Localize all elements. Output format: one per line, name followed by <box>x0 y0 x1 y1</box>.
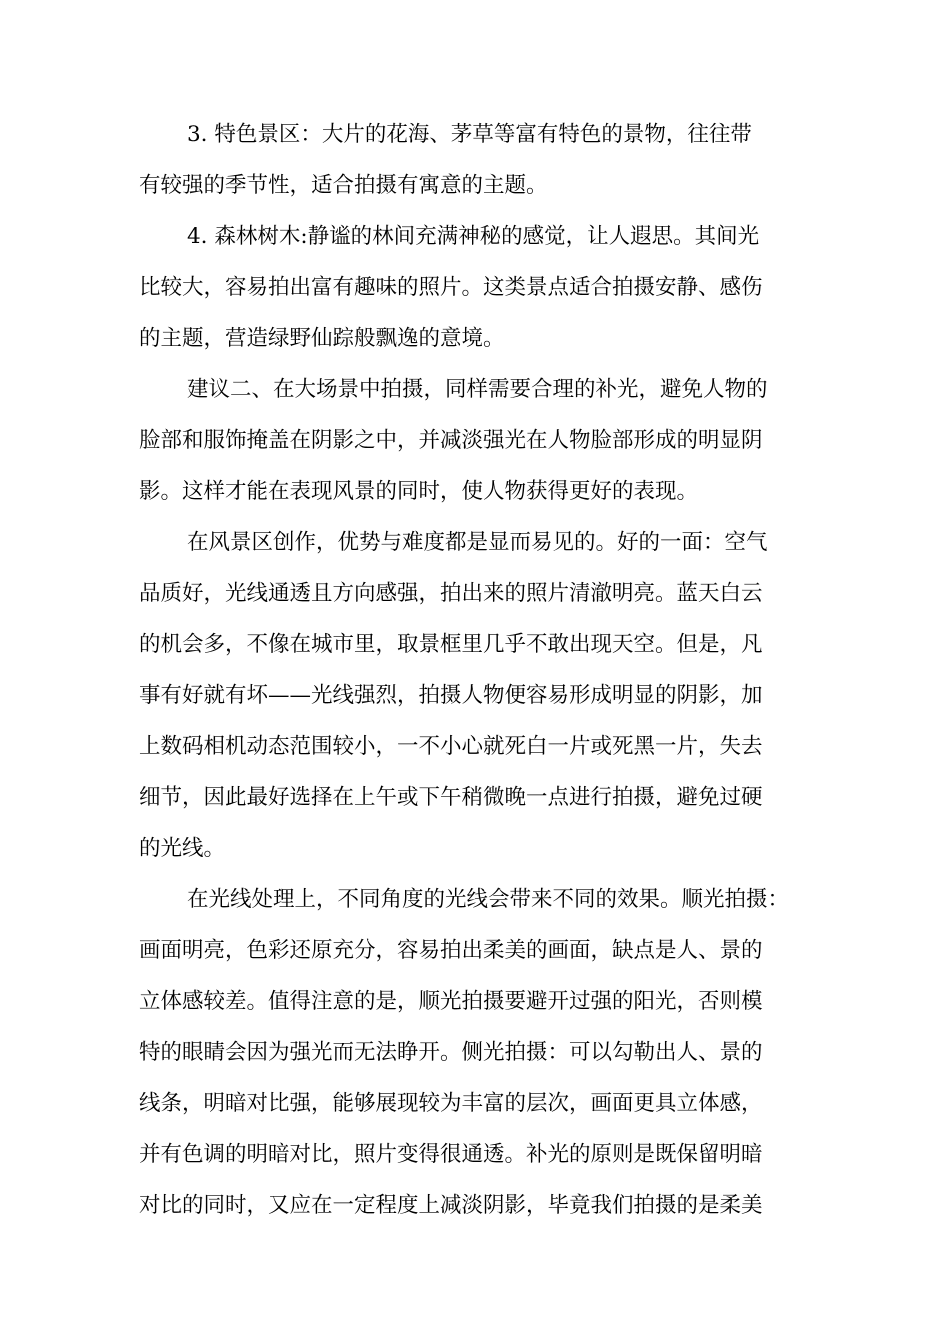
text-line: 有较强的季节性，适合拍摄有寓意的主题。 <box>139 173 548 198</box>
paragraph-forest-trees <box>139 211 821 364</box>
text-line: 细节，因此最好选择在上午或下午稍微晚一点进行拍摄，避免过硬 <box>139 785 763 810</box>
text-line: 的机会多，不像在城市里，取景框里几乎不敢出现天空。但是，凡 <box>139 632 763 657</box>
text-line: 对比的同时，又应在一定程度上减淡阴影，毕竟我们拍摄的是柔美 <box>139 1193 763 1218</box>
text-line: 特的眼睛会因为强光而无法睁开。侧光拍摄：可以勾勒出人、景的 <box>139 1040 763 1065</box>
text-line: 并有色调的明暗对比，照片变得很通透。补光的原则是既保留明暗 <box>139 1142 763 1167</box>
text-line: 的光线。 <box>139 836 226 861</box>
text-line: 4. 森林树木:静谧的林间充满神秘的感觉，让人遐思。其间光 <box>187 224 760 249</box>
paragraph-suggestion-two <box>139 364 821 517</box>
paragraph-light-handling <box>139 874 821 1231</box>
text-line: 线条，明暗对比强，能够展现较为丰富的层次，画面更具立体感， <box>139 1091 763 1116</box>
text-line: 画面明亮，色彩还原充分，容易拍出柔美的画面，缺点是人、景的 <box>139 938 763 963</box>
document-body <box>139 109 821 1231</box>
text-line: 影。这样才能在表现风景的同时，使人物获得更好的表现。 <box>139 479 699 504</box>
text-line: 脸部和服饰掩盖在阴影之中，并减淡强光在人物脸部形成的明显阴 <box>139 428 763 453</box>
text-line: 品质好，光线通透且方向感强，拍出来的照片清澈明亮。蓝天白云 <box>139 581 763 606</box>
text-line: 事有好就有坏——光线强烈，拍摄人物便容易形成明显的阴影，加 <box>139 683 763 708</box>
text-line: 在风景区创作，优势与难度都是显而易见的。好的一面：空气 <box>187 530 768 555</box>
paragraph-scenic-creation <box>139 517 821 874</box>
text-line: 的主题，营造绿野仙踪般飘逸的意境。 <box>139 326 505 351</box>
text-line: 在光线处理上，不同角度的光线会带来不同的效果。顺光拍摄： <box>187 887 790 912</box>
text-line: 比较大，容易拍出富有趣味的照片。这类景点适合拍摄安静、感伤 <box>139 275 763 300</box>
text-line: 3. 特色景区：大片的花海、茅草等富有特色的景物，往往带 <box>187 122 752 147</box>
text-line: 上数码相机动态范围较小，一不小心就死白一片或死黑一片，失去 <box>139 734 763 759</box>
paragraph-scenic-features <box>139 109 821 211</box>
text-line: 建议二、在大场景中拍摄，同样需要合理的补光，避免人物的 <box>187 377 768 402</box>
text-line: 立体感较差。值得注意的是，顺光拍摄要避开过强的阳光，否则模 <box>139 989 763 1014</box>
